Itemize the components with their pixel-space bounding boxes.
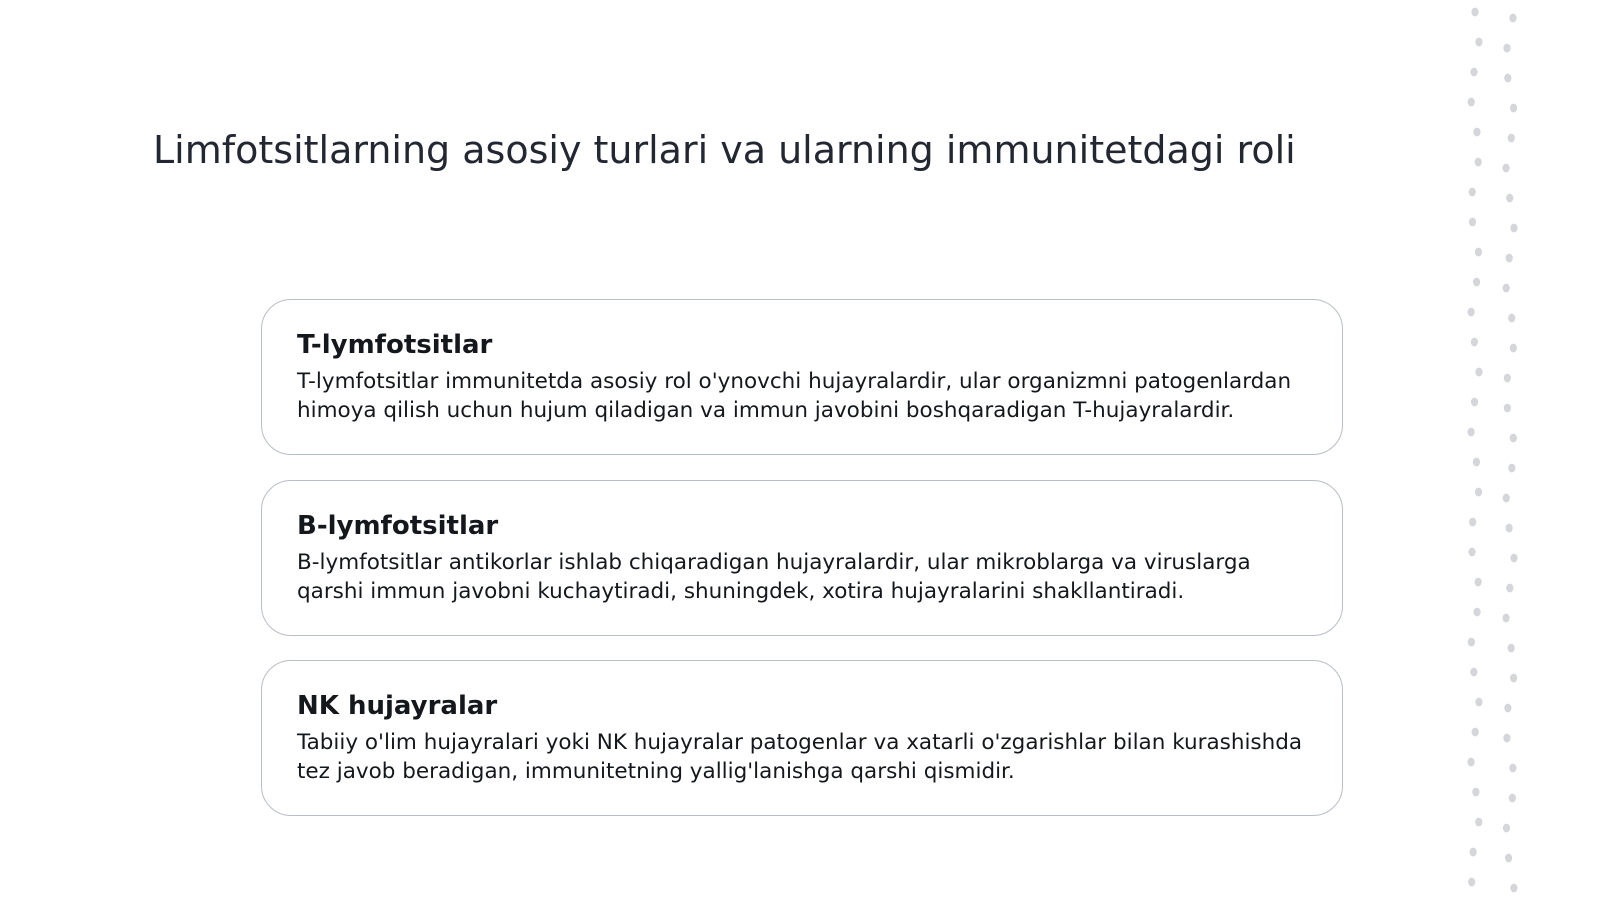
decor-dot: [1510, 434, 1517, 443]
decor-dot: [1508, 314, 1515, 323]
decor-dot: [1509, 14, 1516, 23]
decor-dot: [1475, 818, 1482, 827]
decor-dot: [1473, 458, 1480, 467]
decor-dot: [1468, 548, 1475, 557]
card-description: T-lymfotsitlar immunitetda asosiy rol o'ynovchi hujayralardir, ular organizmni patogenlardan himoya qilish uchun hujum qiladigan va immun javobini boshqaradigan T-hujayralardir.: [297, 369, 1292, 423]
decor-dot: [1471, 338, 1478, 347]
decor-dot: [1510, 344, 1517, 353]
card-description: Tabiiy o'lim hujayralari yoki NK hujayralar patogenlar va xatarli o'zgarishlar bilan kurashishda tez javob beradigan, immunitetning yallig'lanishga qarshi qismidir.: [297, 730, 1303, 784]
decor-dot: [1508, 134, 1515, 143]
decor-dot: [1473, 278, 1480, 287]
decor-dot: [1502, 164, 1509, 173]
decor-dot: [1473, 128, 1480, 137]
decor-dot: [1472, 728, 1479, 737]
card-nk-cells: [261, 660, 1343, 816]
decor-dot: [1503, 284, 1510, 293]
decor-dot: [1470, 668, 1477, 677]
decor-dot: [1469, 218, 1476, 227]
decor-dot: [1468, 308, 1475, 317]
decor-dot: [1472, 788, 1479, 797]
decor-dot: [1468, 98, 1475, 107]
decor-dot: [1470, 848, 1477, 857]
card-description: B-lymfotsitlar antikorlar ishlab chiqaradigan hujayralardir, ular mikroblarga va viruslarga qarshi immun javobni kuchaytiradi, shuningdek, xotira hujayralarini shakllantiradi.: [297, 550, 1251, 604]
decor-dot: [1469, 188, 1476, 197]
decor-dot: [1508, 644, 1515, 653]
decor-dot: [1504, 404, 1511, 413]
decor-dot: [1503, 734, 1510, 743]
decorative-dots-pattern: [1455, 0, 1545, 899]
decor-dot: [1506, 584, 1513, 593]
decor-dot: [1502, 614, 1509, 623]
decor-dot: [1504, 704, 1511, 713]
decor-dot: [1509, 764, 1516, 773]
card-heading: T-lymfotsitlar: [297, 330, 493, 360]
decor-dot: [1469, 518, 1476, 527]
decor-dot: [1510, 224, 1517, 233]
card-b-lymphocytes: [261, 480, 1343, 636]
decor-dot: [1508, 464, 1515, 473]
slide-title: Limfotsitlarning asosiy turlari va ularning immunitetdagi roli: [153, 128, 1296, 172]
decor-dot: [1475, 698, 1482, 707]
decor-dot: [1475, 248, 1482, 257]
decor-dot: [1505, 854, 1512, 863]
decor-dot: [1506, 254, 1513, 263]
decor-dot: [1474, 608, 1481, 617]
decor-dot: [1475, 368, 1482, 377]
decor-dot: [1471, 398, 1478, 407]
decor-dot: [1503, 494, 1510, 503]
decor-dot: [1470, 68, 1477, 77]
decor-dot: [1467, 758, 1474, 767]
decor-dot: [1468, 428, 1475, 437]
decor-dot: [1510, 884, 1517, 893]
card-t-lymphocytes: [261, 299, 1343, 455]
decor-dot: [1468, 638, 1475, 647]
decor-dot: [1475, 38, 1482, 47]
decor-dot: [1471, 8, 1478, 17]
decor-dot: [1506, 194, 1513, 203]
decor-dot: [1475, 158, 1482, 167]
decor-dot: [1510, 674, 1517, 683]
decor-dot: [1504, 74, 1511, 83]
decor-dot: [1475, 488, 1482, 497]
card-heading: NK hujayralar: [297, 691, 498, 721]
decor-dot: [1503, 824, 1510, 833]
card-heading: B-lymfotsitlar: [297, 511, 499, 541]
decor-dot: [1504, 374, 1511, 383]
decor-dot: [1509, 794, 1516, 803]
decor-dot: [1474, 578, 1481, 587]
decor-dot: [1506, 524, 1513, 533]
decor-dot: [1510, 104, 1517, 113]
decor-dot: [1468, 878, 1475, 887]
decor-dot: [1510, 554, 1517, 563]
decor-dot: [1503, 44, 1510, 53]
